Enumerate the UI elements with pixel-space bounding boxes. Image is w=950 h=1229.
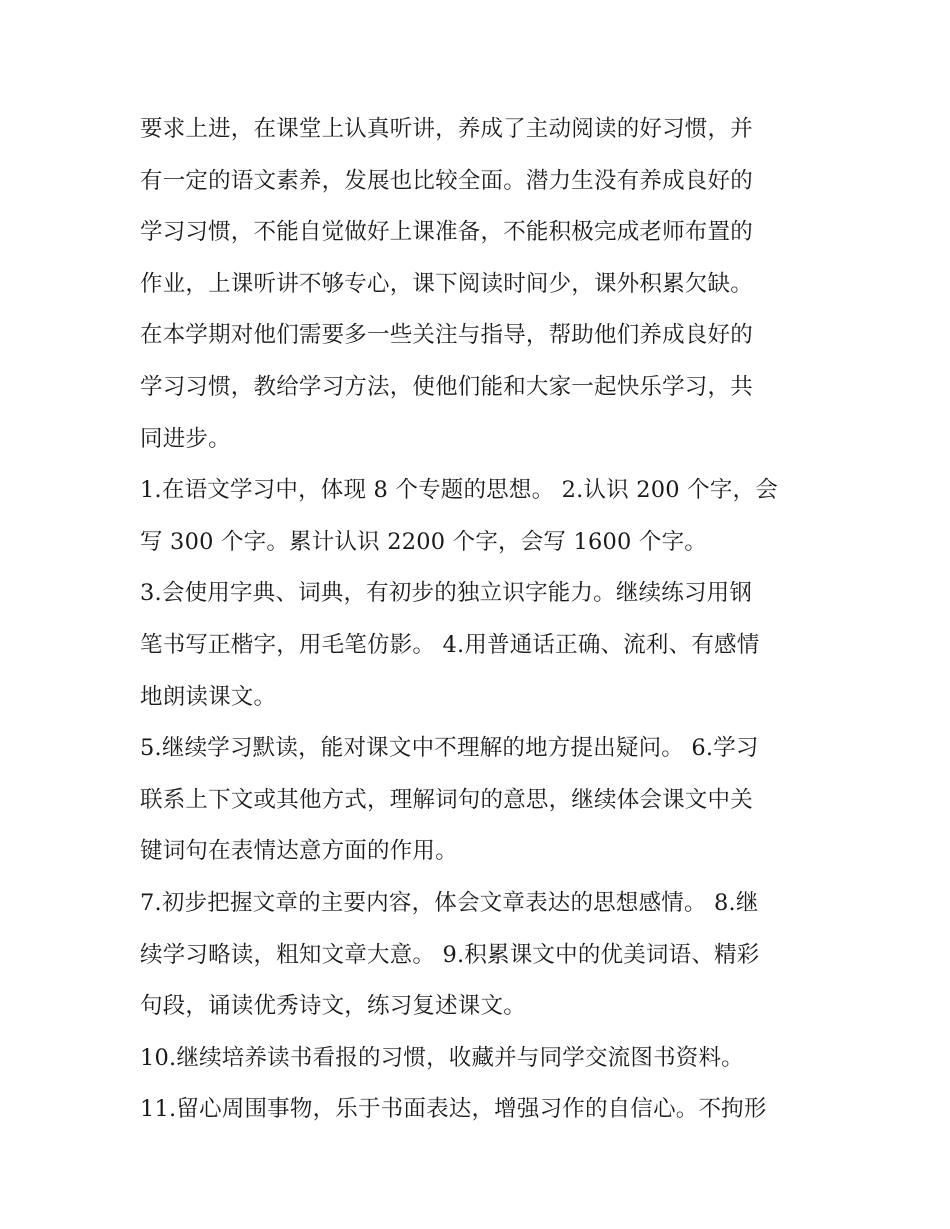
paragraph-class-situation: 要求上进，在课堂上认真听讲，养成了主动阅读的好习惯，并 有一定的语文素养，发展也比较全面。潜力生没有养成良好的 学习习惯，不能自觉做好上课准备，不能积极完成老师布置的 作业，上课听讲不够专心，课下阅读时间少，课外积累欠缺。 在本学期对他们需要多一些关注与指导，帮助他们养成良好的 学习习惯，教给学习方法，使他们能和大家一起快乐学习，共 同进步。 [140,116,753,452]
paragraph-goal-10: 10.继续培养读书看报的习惯，收藏并与同学交流图书资料。 [140,1044,744,1071]
paragraph-goals-1-2: 1.在语文学习中，体现 8 个专题的思想。 2.认识 200 个字，会 写 300 个字。累计认识 2200 个字，会写 1600 个字。 [140,477,778,555]
paragraph-goals-5-6: 5.继续学习默读，能对课文中不理解的地方提出疑问。 6.学习 联系上下文或其他方式，理解词句的意思，继续体会课文中关 键词句在表情达意方面的作用。 [140,735,759,865]
paragraph-goals-3-4: 3.会使用字典、词典，有初步的独立识字能力。继续练习用钢 笔书写正楷字，用毛笔仿影。 4.用普通话正确、流利、有感情 地朗读课文。 [140,580,760,710]
document-body [140,104,820,1136]
paragraph-goal-11: 11.留心周围事物，乐于书面表达，增强习作的自信心。不拘形 [140,1096,767,1123]
paragraph-goals-7-9: 7.初步把握文章的主要内容，体会文章表达的思想感情。 8.继 续学习略读，粗知文章大意。 9.积累课文中的优美词语、精彩 句段，诵读优秀诗文，练习复述课文。 [140,889,760,1020]
